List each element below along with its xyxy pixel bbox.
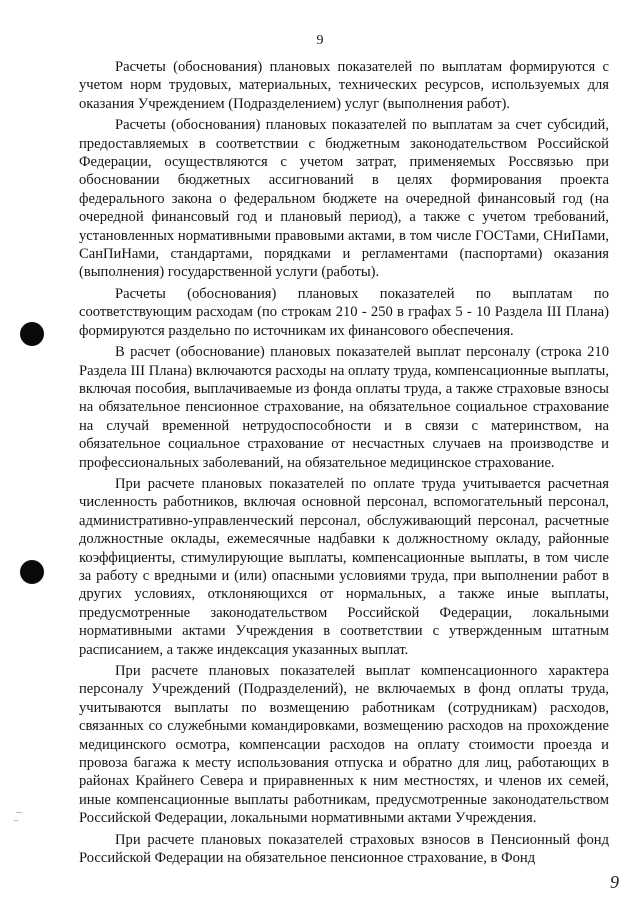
punch-hole-top (20, 322, 44, 346)
page-number: 9 (316, 33, 324, 48)
paragraph-calculation-norms: Расчеты (обоснования) плановых показателей по выплатам формируются с учетом норм трудовых, материальных, технических ресурсов, используемых для оказания Учреждением (Подразделением) услуг (выполнения работ). (79, 59, 609, 112)
paragraph-compensation: При расчете плановых показателей выплат компенсационного характера персоналу Учреждений (Подразделений), не включаемых в фонд оплаты труда, учитываются выплаты по возмещению работникам (сотрудникам) расходов, связанных со служебными командировками, возмещению расходов на прохождение медицинского осмотра, компенсации расходов на оплату стоимости проезда и провоза багажа к месту использования отпуска и обратно для лиц, работающих в районах Крайнего Севера и приравненных к ним местностях, и членов их семей, иные компенсационные выплаты работникам, предусмотренные законодательством Российской Федерации, локальными нормативными актами Учреждения. (79, 663, 609, 827)
punch-hole-bottom (20, 560, 44, 584)
margin-speck (16, 812, 22, 813)
paragraph-personnel-payments: В расчет (обоснование) плановых показателей выплат персоналу (строка 210 Раздела III Плана) включаются расходы на оплату труда, компенсационные выплаты, включая пособия, выплачиваемые из фонда оплаты труда, а также страховые взносы на обязательное пенсионное страхование, на обязательное социальное страхование на случай временной нетрудоспособности и в связи с материнством, на обязательное социальное страхование от несчастных случаев на производстве и профессиональных заболеваний, на обязательное медицинское страхование. (79, 344, 609, 471)
paragraph-payroll: При расчете плановых показателей по оплате труда учитывается расчетная численность работников, включая основной персонал, вспомогательный персонал, административно-управленческий персонал, обслуживающий персонал, расчетные должностные оклады, ежемесячные надбавки к должностному окладу, районные коэффициенты, стимулирующие выплаты, компенсационные выплаты, в том числе за работу с вредными и (или) опасными условиями труда, при выполнении работ в других условиях, отклоняющихся от нормальных, а также иные выплаты, предусмотренные законодательством Российской Федерации, локальными нормативными актами Учреждения в соответствии с утвержденным штатным расписанием, а также индексация указанных выплат. (79, 475, 609, 658)
handwritten-page-mark: 9 (610, 872, 619, 892)
paragraph-expense-lines: Расчеты (обоснования) плановых показателей по выплатам по соответствующим расходам (по строкам 210 - 250 в графах 5 - 10 Раздела III Плана) формируются раздельно по источникам их финансового обеспечения. (79, 285, 609, 339)
margin-speck (14, 820, 18, 821)
paragraph-subsidies: Расчеты (обоснования) плановых показателей по выплатам за счет субсидий, предоставляемых в соответствии с бюджетным законодательством Российской Федерации, осуществляются с учетом затрат, применяемых Россвязью при обосновании бюджетных ассигнований в целях формирования проекта федерального закона о федеральном бюджете на очередной финансовый год (на очередной финансовый год и плановый период), а также с учетом требований, установленных нормативными правовыми актами, в том числе ГОСТами, СНиПами, СанПиНами, стандартами, порядками и регламентами (паспортами) оказания (выполнения) государственной услуги (работы). (79, 117, 609, 281)
paragraph-insurance-contributions: При расчете плановых показателей страховых взносов в Пенсионный фонд Российской Федерации на обязательное пенсионное страхование, в Фонд (79, 831, 609, 867)
document-body (79, 58, 609, 870)
